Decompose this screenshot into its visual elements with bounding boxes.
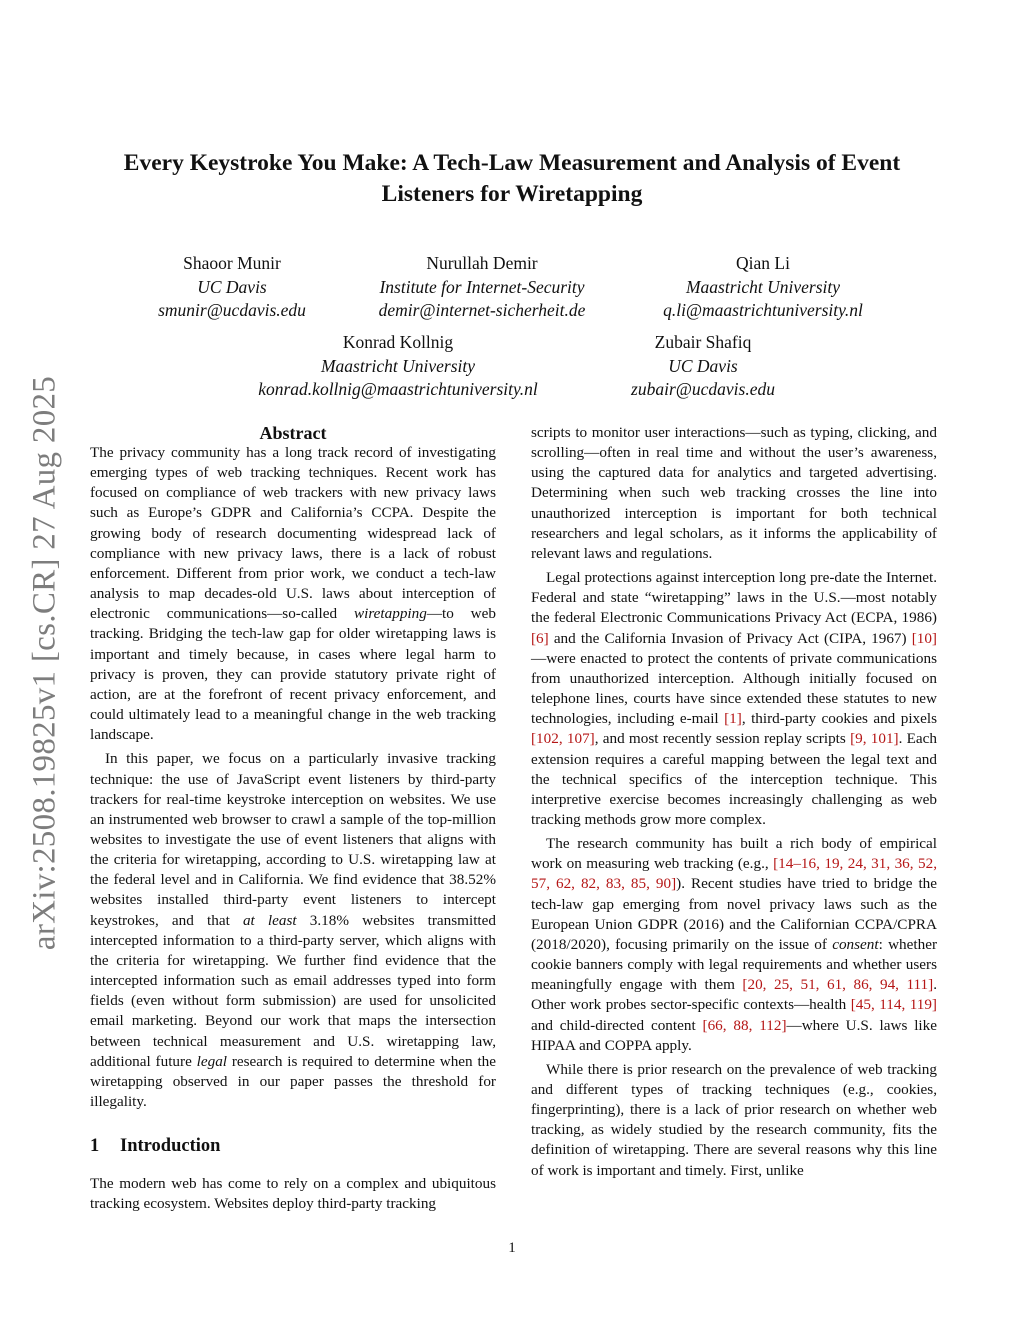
abstract-heading: Abstract: [259, 423, 327, 443]
author-block: [132, 252, 332, 323]
citation-link[interactable]: [1]: [724, 710, 742, 728]
abstract-paragraph: The privacy community has a long track record of investigating emerging types of web tracking techniques. Recent work has focused on compliance of web trackers with new privacy laws such as Europe’s GDPR and California’s CCPA. Despite the growing body of research documenting widespread lack of compliance with new privacy laws, there is a lack of robust enforcement. Different from prior work, we conduct a tech-law analysis to map decades-old U.S. laws about interception of electronic communications—so-called wiretapping—to web tracking. Bridging the tech-law gap for older wiretapping laws is important and timely because, in cases where legal harm to privacy is proven, they can provide statutory private right of action, are at the forefront of recent privacy enforcement, and could ultimately lead to a meaningful change in the web tracking landscape.: [90, 444, 496, 744]
citation-link[interactable]: [66, 88, 112]: [702, 1016, 787, 1034]
page-number: 1: [508, 1240, 516, 1256]
author-email: konrad.kollnig@maastrichtuniversity.nl: [258, 379, 538, 399]
section-heading-introduction: 1 Introduction: [90, 1136, 221, 1157]
author-block: [598, 331, 808, 402]
intro-paragraph: Legal protections against interception long pre-date the Internet. Federal and state “wiretapping” laws in the U.S.—most notably the federal Electronic Communications Privacy Act (ECPA, 1986) [6] and the California Invasion of Privacy Act (CIPA, 1967) [10]—were enacted to protect the contents of private communications from unauthorized interception. Although initially focused on telephone lines, courts have since extended these statutes to new technologies, including e-mail [1], third-party cookies and pixels [102, 107], and most recently session replay scripts [9, 101]. Each extension requires a careful mapping between the legal text and the technical specifics of the interception technique. This interpretive exercise becomes increasingly challenging as web tracking methods grow more complex.: [531, 569, 938, 828]
author-block: [342, 252, 622, 323]
author-affiliation: Maastricht University: [685, 276, 841, 297]
citation-link[interactable]: [6]: [531, 629, 549, 647]
author-affiliation: Institute for Internet-Security: [379, 276, 585, 297]
citation-link[interactable]: [20, 25, 51, 61, 86, 94, 111]: [742, 976, 934, 994]
right-column: [531, 423, 937, 1181]
citation-link[interactable]: [45, 114, 119]: [850, 996, 937, 1014]
author-name: Shaoor Munir: [183, 253, 281, 273]
arxiv-stamp: arXiv:2508.19825v1 [cs.CR] 27 Aug 2025: [26, 375, 63, 951]
author-block: [632, 252, 894, 323]
intro-paragraph: While there is prior research on the prevalence of web tracking and different types of tracking techniques (e.g., cookies, fingerprinting), there is a lack of prior research on whether web tracking, as widely studied by the research community, fits the definition of wiretapping. There are several reasons why this line of work is important and timely. First, unlike: [531, 1060, 937, 1179]
author-name: Konrad Kollnig: [342, 332, 454, 352]
citation-link[interactable]: [10]: [911, 629, 937, 647]
intro-paragraph: The modern web has come to rely on a complex and ubiquitous tracking ecosystem. Websites deploy third-party tracking: [90, 1175, 496, 1213]
author-name: Zubair Shafiq: [654, 332, 752, 352]
author-email: q.li@maastrichtuniversity.nl: [663, 300, 863, 320]
author-name: Nurullah Demir: [426, 253, 538, 273]
author-email: smunir@ucdavis.edu: [158, 300, 306, 320]
author-affiliation: UC Davis: [197, 276, 267, 297]
author-block: [228, 331, 568, 402]
author-affiliation: Maastricht University: [320, 355, 476, 376]
intro-paragraph: scripts to monitor user interactions—such as typing, clicking, and scrolling—often in real time and without the user’s awareness, using the captured data for analytics and targeted advertising. Determining when such web tracking crosses the line into unauthorized interception is important for both technical researchers and legal scholars, as it informs the applicability of relevant laws and regulations.: [531, 424, 937, 562]
abstract-paragraph: In this paper, we focus on a particularly invasive tracking technique: the use of JavaScript event listeners by third-party trackers for real-time keystroke interception on websites. We use an instrumented web browser to crawl a sample of the top-million websites to investigate the use of event listeners that aligns with the criteria for wiretapping, according to U.S. wiretapping law at the federal level and in California. We find evidence that 38.52% websites installed third-party event listeners to intercept keystrokes, and that at least 3.18% websites transmitted intercepted information to a third-party server, which aligns with the criteria for wiretapping. We further find evidence that the intercepted information such as email addresses typed into form fields (even without form submission) are used for unsolicited email marketing. Beyond our work that maps the intersection between technical measurement and U.S. wiretapping law, additional future legal research is required to determine when the wiretapping observed in our paper passes the threshold for illegality.: [90, 750, 497, 1110]
author-affiliation: UC Davis: [668, 355, 738, 376]
author-email: demir@internet-sicherheit.de: [378, 300, 586, 320]
citation-link[interactable]: [14–16, 19, 24, 31, 36, 52, 57, 62, 82, 83, 85, 90]: [531, 855, 937, 893]
left-column: [90, 423, 496, 1215]
author-email: zubair@ucdavis.edu: [631, 379, 775, 399]
author-name: Qian Li: [736, 253, 790, 273]
intro-paragraph: The research community has built a rich body of empirical work on measuring web tracking (e.g., [14–16, 19, 24, 31, 36, 52, 57, 62, 82, 83, 85, 90]). Recent studies have tried to bridge the tech-law gap emerging from novel privacy laws such as the European Union GDPR (2016) and the Californian CCPA/CPRA (2018/2020), focusing primarily on the issue of consent: whether cookie banners comply with legal requirements and whether users meaningfully engage with them [20, 25, 51, 61, 86, 94, 111]. Other work probes sector-specific contexts—health [45, 114, 119] and child-directed content [66, 88, 112]—where U.S. laws like HIPAA and COPPA apply.: [531, 835, 938, 1054]
citation-link[interactable]: [102, 107]: [531, 730, 595, 748]
citation-link[interactable]: [9, 101]: [850, 730, 899, 748]
paper-title: Every Keystroke You Make: A Tech-Law Measurement and Analysis of Event Listeners for Wiretapping: [123, 150, 901, 207]
